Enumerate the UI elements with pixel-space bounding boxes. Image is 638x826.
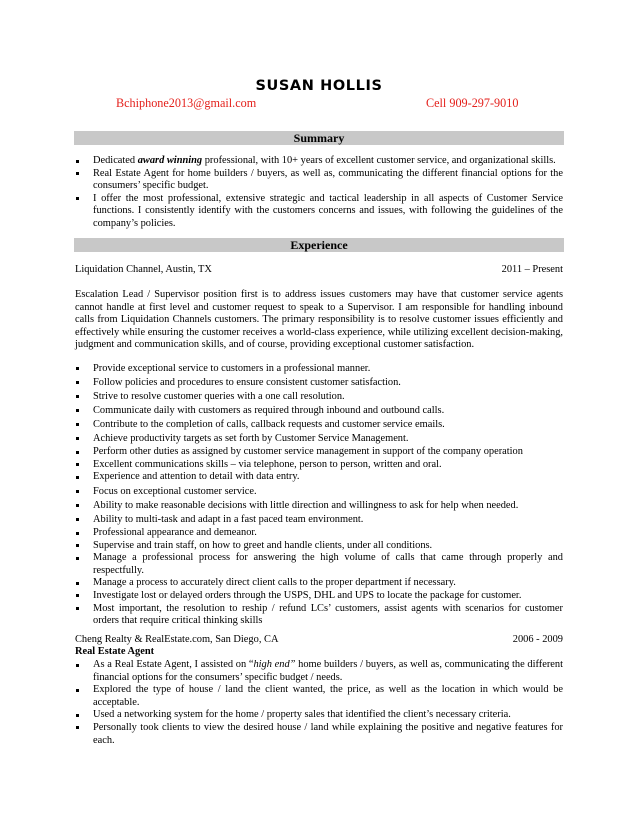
job2-duties [75, 659, 563, 747]
duty-item: Explored the type of house / land the client wanted, the price, as well as the location in which would be acceptable. [75, 684, 563, 709]
duty-item: Ability to make reasonable decisions with little direction and willingness to ask for help when needed. [75, 499, 563, 513]
duty-item: Strive to resolve customer queries with a one call resolution. [75, 390, 563, 404]
summary-heading: Summary [74, 131, 564, 145]
job1-header [75, 264, 563, 277]
job1-duties-a [75, 362, 563, 446]
duty-item: Professional appearance and demeanor. [75, 527, 563, 540]
phone-number: Cell 909-297-9010 [426, 96, 519, 110]
candidate-name: SUSAN HOLLIS [255, 78, 383, 94]
job2-company: Cheng Realty & RealEstate.com, San Diego, CA [75, 634, 279, 645]
job1-company: Liquidation Channel, Austin, TX [75, 264, 212, 275]
summary-list [75, 155, 563, 231]
job2-dates: 2006 - 2009 [512, 634, 563, 645]
experience-heading: Experience [74, 238, 564, 252]
duty-item: Contribute to the completion of calls, callback requests and customer service emails. [75, 418, 563, 432]
duty-item: Focus on exceptional customer service. [75, 485, 563, 499]
job1-duties-d [75, 527, 563, 628]
duty-item: Follow policies and procedures to ensure consistent customer satisfaction. [75, 376, 563, 390]
duty-item: Investigate lost or delayed orders through the USPS, DHL and UPS to locate the package for customer. [75, 590, 563, 603]
duty-item: Supervise and train staff, on how to greet and handle clients, under all conditions. [75, 540, 563, 553]
duty-item: Communicate daily with customers as required through inbound and outbound calls. [75, 404, 563, 418]
email-address[interactable]: Bchiphone2013@gmail.com [116, 96, 257, 110]
job1-description: Escalation Lead / Supervisor position first is to address issues customers may have that customer service agents cannot handle at first level and customer request to speak to a Supervisor. I am responsible for handling inbound calls from Liquidation Channels customers. The primary responsibility is to resolve customer issues efficiently and effectively while ensuring the customer receives a world-class experience, while utilizing excellent decision-making, judgment and communication skills, and of course, providing exceptional customer satisfaction. [75, 289, 563, 351]
job1-duties-b [75, 446, 563, 484]
duty-item: As a Real Estate Agent, I assisted on “high end” home builders / buyers, as well as, communicating the different financial options for the consumers’ specific budget / needs. [75, 659, 563, 684]
summary-item: I offer the most professional, extensive strategic and tactical leadership in all aspects of Customer Service functions. I consistently identify with the customers concerns and issues, with following the guidelines of the company’s policies. [75, 193, 563, 231]
duty-item: Ability to multi-task and adapt in a fast paced team environment. [75, 513, 563, 527]
duty-item: Used a networking system for the home / property sales that identified the client’s necessary criteria. [75, 709, 563, 722]
duty-item: Manage a professional process for answering the high volume of calls that came through properly and respectfully. [75, 552, 563, 577]
duty-item: Excellent communications skills – via telephone, person to person, written and oral. [75, 459, 563, 472]
summary-item: Dedicated award winning professional, with 10+ years of excellent customer service, and organizational skills. [75, 155, 563, 168]
duty-item: Most important, the resolution to reship / refund LCs’ customers, assist agents with scenarios for customer orders that require critical thinking skills [75, 603, 563, 628]
job1-dates: 2011 – Present [501, 264, 563, 275]
duty-item: Provide exceptional service to customers in a professional manner. [75, 362, 563, 376]
summary-item: Real Estate Agent for home builders / buyers, as well as, communicating the different financial options for the consumers’ specific budget. [75, 168, 563, 193]
job2-title: Real Estate Agent [75, 646, 155, 657]
job1-duties-c [75, 485, 563, 527]
duty-item: Achieve productivity targets as set forth by Customer Service Management. [75, 432, 563, 446]
duty-item: Personally took clients to view the desired house / land while explaining the positive and negative features for each. [75, 722, 563, 747]
duty-item: Experience and attention to detail with data entry. [75, 471, 563, 484]
duty-item: Manage a process to accurately direct client calls to the proper department if necessary. [75, 577, 563, 590]
duty-item: Perform other duties as assigned by customer service management in support of the company operation [75, 446, 563, 459]
